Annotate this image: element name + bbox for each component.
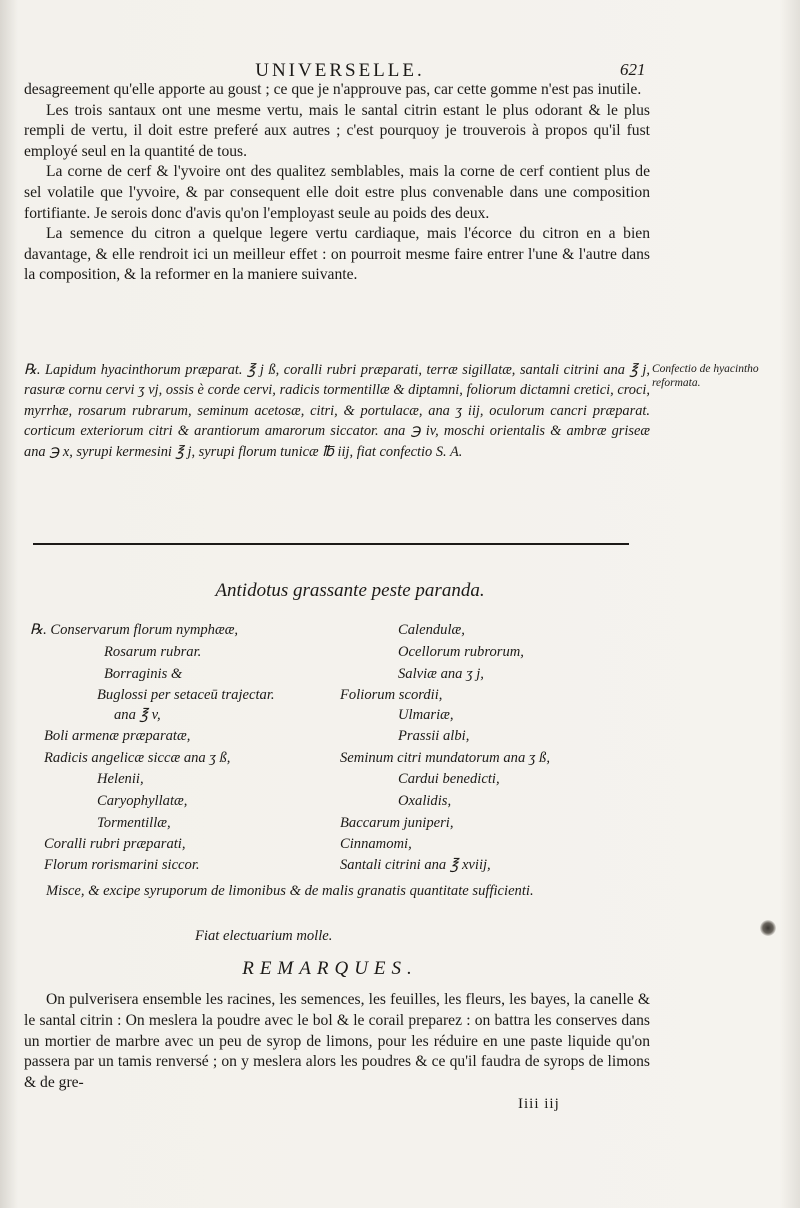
antidote-title: Antidotus grassante peste paranda. bbox=[215, 580, 485, 601]
signature-mark: Iiii iij bbox=[518, 1096, 560, 1112]
misce-text: Misce, & excipe syruporum de limonibus & de malis granatis quantitate sufficienti. bbox=[46, 883, 534, 899]
ingredient-left: Radicis angelicæ siccæ ana ʒ ß, bbox=[44, 750, 231, 766]
ingredient-left: Buglossi per setaceū trajectar. bbox=[97, 687, 275, 703]
ingredient-left: ana ℥ v, bbox=[114, 707, 161, 723]
running-title: UNIVERSELLE. bbox=[255, 60, 425, 81]
ingredient-right: Santali citrini ana ℥ xviij, bbox=[340, 857, 491, 873]
paragraph: desagreement qu'elle apporte au goust ; ce que je n'approuve pas, car cette gomme n'est pas inutile. bbox=[24, 81, 642, 98]
ingredient-right: Oxalidis, bbox=[398, 793, 452, 809]
ingredient-right: Prassii albi, bbox=[398, 728, 470, 744]
ingredient-right: Baccarum juniperi, bbox=[340, 815, 454, 831]
ingredient-right: Seminum citri mundatorum ana ʒ ß, bbox=[340, 750, 550, 766]
ingredient-right: Ulmariæ, bbox=[398, 707, 454, 723]
ingredient-left: Helenii, bbox=[97, 771, 144, 787]
ingredient-right: Foliorum scordii, bbox=[340, 687, 443, 703]
ingredient-left: Rosarum rubrar. bbox=[104, 644, 202, 660]
fiat-text: Fiat electuarium molle. bbox=[195, 928, 333, 944]
body-text bbox=[24, 80, 650, 286]
ingredient-right: Cardui benedicti, bbox=[398, 771, 500, 787]
remarques-title: REMARQUES. bbox=[242, 958, 418, 979]
section-rule bbox=[33, 543, 629, 545]
remarques-text: On pulverisera ensemble les racines, les semences, les feuilles, les fleurs, les bayes, la canelle & le santal citrin : On meslera la poudre avec le bol & le corail preparez : on battra les conserves dans un mortier de marbre avec un peu de syrop de limons, pour les réduire en une paste liquide qu'on passera par un tamis renversé ; on y meslera alors les poudres & ce qu'il faudra de syrops de limons & de gre- bbox=[24, 991, 650, 1092]
ingredient-right: Cinnamomi, bbox=[340, 836, 412, 852]
ingredient-right: Calendulæ, bbox=[398, 622, 465, 638]
paragraph: La semence du citron a quelque legere vertu cardiaque, mais l'écorce du citron en a bien davantage, & elle rendroit ici un meilleur effet : on pourroit mesme faire entrer l'une & l'autre dans la composition, & la reformer en la maniere suivante. bbox=[24, 225, 650, 284]
ingredient-right: Ocellorum rubrorum, bbox=[398, 644, 524, 660]
ingredient-left: Caryophyllatæ, bbox=[97, 793, 188, 809]
ingredient-right: Salviæ ana ʒ j, bbox=[398, 666, 484, 682]
paragraph: La corne de cerf & l'yvoire ont des qualitez semblables, mais la corne de cerf contient plus de sel volatile que l'yvoire, & par consequent elle doit estre plus convenable dans une composition fortifiante. Je serois donc d'avis qu'on l'employast seule au poids des deux. bbox=[24, 163, 650, 222]
ingredient-left: ℞. Conservarum florum nymphææ, bbox=[30, 622, 239, 638]
ingredient-left: Tormentillæ, bbox=[97, 815, 171, 831]
ink-blot bbox=[760, 920, 776, 936]
ingredient-left: Borraginis & bbox=[104, 666, 183, 682]
recipe-text: ℞. Lapidum hyacinthorum præparat. ℥ j ß, coralli rubri præparati, terræ sigillatæ, santali citrini ana ℥ j, rasuræ cornu cervi ʒ vj, ossis è corde cervi, radicis tormentillæ & diptamni, foliorum dictamni cretici, croci, myrrhæ, rosarum rubrarum, seminum acetosæ, citri, & portulacæ, ana ʒ iij, oculorum cancri præparat. corticum exteriorum citri & arantiorum amarorum siccator. ana ℈ iv, moschi orientalis & ambræ griseæ ana ℈ x, syrupi kermesini ℥ j, syrupi florum tunicæ ℔ iij, fiat confectio S. A. bbox=[24, 362, 650, 460]
paragraph: Les trois santaux ont une mesme vertu, mais le santal citrin estant le plus odorant & le plus rempli de vertu, il doit estre preferé aux autres ; c'est pourquoy je trouverois à propos qu'il fust employé seul en la quantité de tous. bbox=[24, 101, 650, 160]
ingredient-left: Coralli rubri præparati, bbox=[44, 836, 186, 852]
ingredient-left: Florum rorismarini siccor. bbox=[44, 857, 200, 873]
page-number: 621 bbox=[620, 60, 646, 79]
margin-note: Confectio de hyacintho reformata. bbox=[652, 363, 759, 389]
ingredient-left: Boli armenæ præparatæ, bbox=[44, 728, 191, 744]
